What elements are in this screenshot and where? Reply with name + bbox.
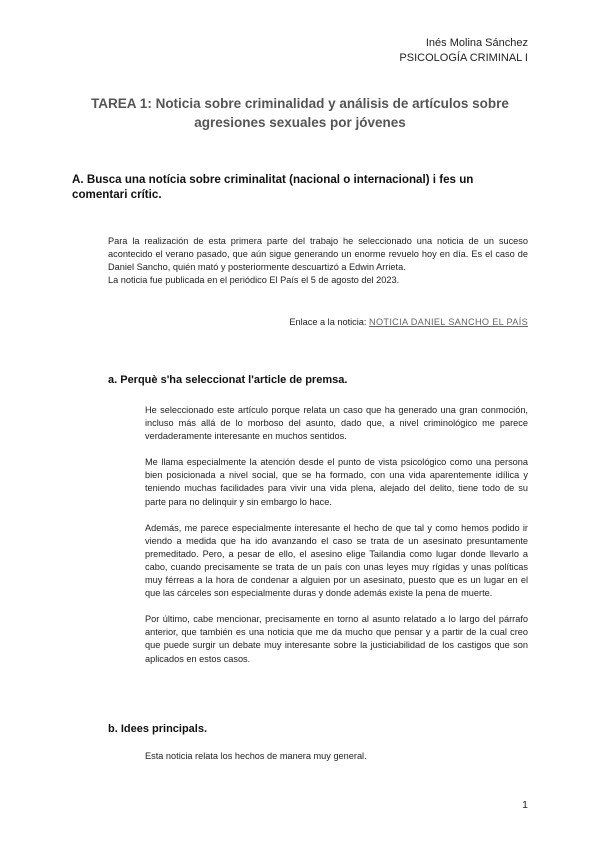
document-title: TAREA 1: Noticia sobre criminalidad y análisis de artículos sobre agresiones sexuales por jóvenes bbox=[91, 96, 509, 130]
subsection-b-text: Esta noticia relata los hechos de manera muy general. bbox=[145, 751, 367, 761]
page-number: 1 bbox=[522, 799, 528, 811]
subsection-a-body bbox=[145, 404, 528, 679]
news-link-line bbox=[289, 316, 528, 329]
body-paragraph: Me llama especialmente la atención desde el punto de vista psicológico como una persona bien posicionada a nivel social, que se ha formado, con una vida aparentemente idílica y teniendo muchas facilidades para vivir una vida plena, alejado del delito, tiene todo de su parte para no delinquir y sin embargo lo hace. bbox=[145, 457, 528, 507]
link-label: Enlace a la noticia: bbox=[289, 317, 367, 327]
intro-paragraph: La noticia fue publicada en el periódico El País el 5 de agosto del 2023. bbox=[108, 275, 400, 285]
section-a-intro bbox=[108, 235, 528, 287]
body-paragraph: Además, me parece especialmente interesante el hecho de que tal y como hemos podido ir viendo a medida que ha ido avanzando el caso se trata de un asesinato presuntamente premeditado. Pero, a pesar de ello, el asesino elige Tailandia como lugar donde llevarlo a cabo, cuando precisamente se trata de un país con unas leyes muy rígidas y unas políticas muy férreas a la hora de condenar a alguien por un asesinato, puesto que es un lugar en el que las cárceles son especialmente duras y donde además existe la pena de muerte. bbox=[145, 522, 528, 599]
body-paragraph: Por último, cabe mencionar, precisamente en torno al asunto relatado a lo largo del párrafo anterior, que también es una noticia que me da mucho que pensar y a partir de la cual creo que puede surgir un debate muy interesante sobre la justiciabilidad de los castigos que son aplicados en estos casos. bbox=[145, 614, 528, 664]
subsection-b-heading: b. Idees principals. bbox=[108, 723, 208, 735]
intro-paragraph: Para la realización de esta primera parte del trabajo he seleccionado una noticia de un suceso acontecido el verano pasado, que aún sigue generando un enorme revuelo hoy en día. Es el caso de Daniel Sancho, quién mató y posteriormente descuartizó a Edwin Arrieta. bbox=[108, 236, 528, 272]
body-paragraph: He seleccionado este artículo porque relata un caso que ha generado una gran conmoción, incluso más allá de lo morboso del asunto, dado que, a nivel criminológico me parece verdaderamente interesante en muchos sentidos. bbox=[145, 405, 528, 442]
course-name: PSICOLOGÍA CRIMINAL I bbox=[399, 52, 528, 64]
subsection-a-heading: a. Perquè s'ha seleccionat l'article de premsa. bbox=[108, 374, 348, 386]
author-name: Inés Molina Sánchez bbox=[425, 37, 528, 49]
news-link[interactable]: NOTICIA DANIEL SANCHO EL PAÍS bbox=[369, 317, 528, 327]
page-header bbox=[399, 36, 528, 66]
section-a-heading: A. Busca una notícia sobre criminalitat (nacional o internacional) i fes un comentari crític. bbox=[72, 173, 474, 201]
